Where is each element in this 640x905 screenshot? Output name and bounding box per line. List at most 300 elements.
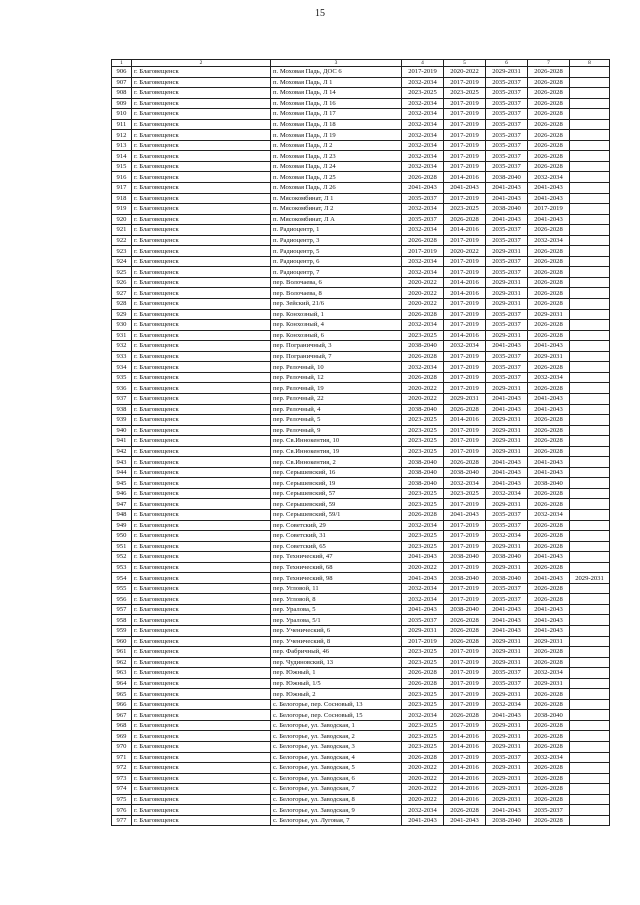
address-cell: с. Белогорье, ул. Заводская, 8 xyxy=(271,794,402,805)
table-row xyxy=(112,678,610,689)
address-cell: п. Моховая Падь, ДОС 6 xyxy=(271,67,402,78)
row-number-cell: 935 xyxy=(112,372,132,383)
period-cell: 2017-2019 xyxy=(444,309,486,320)
table-row xyxy=(112,119,610,130)
period-cell: 2041-2043 xyxy=(486,805,528,816)
city-cell: г. Благовещенск xyxy=(132,246,271,257)
period-cell: 2026-2028 xyxy=(528,657,570,668)
period-cell xyxy=(570,393,610,404)
row-number-cell: 925 xyxy=(112,267,132,278)
table-row xyxy=(112,467,610,478)
period-cell: 2035-2037 xyxy=(486,267,528,278)
period-cell: 2029-2031 xyxy=(486,299,528,310)
row-number-cell: 956 xyxy=(112,594,132,605)
city-cell: г. Благовещенск xyxy=(132,288,271,299)
city-cell: г. Благовещенск xyxy=(132,531,271,542)
address-cell: пер. Технический, 47 xyxy=(271,552,402,563)
period-cell: 2035-2037 xyxy=(486,752,528,763)
table-row xyxy=(112,330,610,341)
period-cell: 2023-2025 xyxy=(402,720,444,731)
address-cell: п. Моховая Падь, Л 16 xyxy=(271,98,402,109)
period-cell: 2023-2025 xyxy=(402,689,444,700)
period-cell: 2014-2016 xyxy=(444,784,486,795)
city-cell: г. Благовещенск xyxy=(132,446,271,457)
address-cell: пер. Конхозный, 1 xyxy=(271,309,402,320)
row-number-cell: 909 xyxy=(112,98,132,109)
period-cell: 2029-2031 xyxy=(486,647,528,658)
period-cell: 2017-2019 xyxy=(444,499,486,510)
period-cell xyxy=(570,520,610,531)
period-cell: 2023-2025 xyxy=(402,330,444,341)
table-row xyxy=(112,815,610,826)
period-cell: 2026-2028 xyxy=(528,225,570,236)
period-cell: 2017-2019 xyxy=(444,119,486,130)
row-number-cell: 940 xyxy=(112,425,132,436)
row-number-cell: 967 xyxy=(112,710,132,721)
city-cell: г. Благовещенск xyxy=(132,267,271,278)
city-cell: г. Благовещенск xyxy=(132,393,271,404)
row-number-cell: 973 xyxy=(112,773,132,784)
period-cell xyxy=(570,193,610,204)
city-cell: г. Благовещенск xyxy=(132,193,271,204)
period-cell: 2023-2025 xyxy=(402,499,444,510)
period-cell: 2041-2043 xyxy=(486,214,528,225)
period-cell: 2035-2037 xyxy=(486,320,528,331)
row-number-cell: 924 xyxy=(112,256,132,267)
period-cell: 2032-2034 xyxy=(402,583,444,594)
table-row xyxy=(112,647,610,658)
period-cell xyxy=(570,320,610,331)
period-cell: 2026-2028 xyxy=(528,277,570,288)
table-row xyxy=(112,225,610,236)
row-number-cell: 933 xyxy=(112,351,132,362)
period-cell xyxy=(570,77,610,88)
period-cell: 2017-2019 xyxy=(444,752,486,763)
row-number-cell: 913 xyxy=(112,140,132,151)
period-cell: 2023-2025 xyxy=(402,657,444,668)
period-cell: 2017-2019 xyxy=(444,193,486,204)
period-cell: 2029-2031 xyxy=(486,720,528,731)
period-cell: 2017-2019 xyxy=(402,246,444,257)
address-cell: пер. Релочный, 12 xyxy=(271,372,402,383)
row-number-cell: 953 xyxy=(112,562,132,573)
period-cell: 2029-2031 xyxy=(486,742,528,753)
period-cell xyxy=(570,183,610,194)
address-cell: с. Белогорье, пер. Сосновый, 15 xyxy=(271,710,402,721)
period-cell xyxy=(570,404,610,415)
period-cell: 2017-2019 xyxy=(444,372,486,383)
city-cell: г. Благовещенск xyxy=(132,330,271,341)
city-cell: г. Благовещенск xyxy=(132,678,271,689)
table-row xyxy=(112,478,610,489)
period-cell: 2041-2043 xyxy=(486,478,528,489)
address-cell: пер. Св.Иннокентия, 10 xyxy=(271,436,402,447)
row-number-cell: 916 xyxy=(112,172,132,183)
period-cell xyxy=(570,88,610,99)
period-cell: 2017-2019 xyxy=(444,668,486,679)
address-cell: п. Моховая Падь, Л 17 xyxy=(271,109,402,120)
period-cell xyxy=(570,330,610,341)
header-row xyxy=(112,60,610,67)
period-cell: 2014-2016 xyxy=(444,773,486,784)
address-cell: п. Мясокомбинат, Л А xyxy=(271,214,402,225)
address-cell: пер. Южный, 1 xyxy=(271,668,402,679)
row-number-cell: 915 xyxy=(112,161,132,172)
city-cell: г. Благовещенск xyxy=(132,647,271,658)
period-cell: 2017-2019 xyxy=(402,636,444,647)
period-cell: 2023-2025 xyxy=(402,425,444,436)
table-row xyxy=(112,794,610,805)
period-cell: 2023-2025 xyxy=(402,699,444,710)
period-cell: 2041-2043 xyxy=(486,710,528,721)
period-cell: 2041-2043 xyxy=(528,214,570,225)
period-cell: 2041-2043 xyxy=(528,183,570,194)
row-number-cell: 910 xyxy=(112,109,132,120)
period-cell: 2020-2022 xyxy=(402,773,444,784)
row-number-cell: 945 xyxy=(112,478,132,489)
period-cell: 2032-2034 xyxy=(402,140,444,151)
table-row xyxy=(112,383,610,394)
row-number-cell: 919 xyxy=(112,204,132,215)
city-cell: г. Благовещенск xyxy=(132,351,271,362)
address-cell: пер. Угловой, 11 xyxy=(271,583,402,594)
header-cell: 4 xyxy=(402,60,444,67)
row-number-cell: 928 xyxy=(112,299,132,310)
address-cell: п. Радиоцентр, 3 xyxy=(271,235,402,246)
table-row xyxy=(112,531,610,542)
city-cell: г. Благовещенск xyxy=(132,404,271,415)
address-cell: п. Моховая Падь, Л 18 xyxy=(271,119,402,130)
city-cell: г. Благовещенск xyxy=(132,710,271,721)
table-row xyxy=(112,552,610,563)
period-cell: 2026-2028 xyxy=(444,805,486,816)
period-cell: 2026-2028 xyxy=(528,647,570,658)
city-cell: г. Благовещенск xyxy=(132,573,271,584)
period-cell: 2020-2022 xyxy=(402,784,444,795)
row-number-cell: 954 xyxy=(112,573,132,584)
period-cell: 2029-2031 xyxy=(486,499,528,510)
period-cell xyxy=(570,214,610,225)
period-cell: 2026-2028 xyxy=(528,320,570,331)
period-cell: 2017-2019 xyxy=(444,541,486,552)
table-row xyxy=(112,372,610,383)
table-row xyxy=(112,805,610,816)
table-row xyxy=(112,689,610,700)
city-cell: г. Благовещенск xyxy=(132,151,271,162)
period-cell: 2038-2040 xyxy=(402,457,444,468)
period-cell: 2023-2025 xyxy=(402,647,444,658)
city-cell: г. Благовещенск xyxy=(132,183,271,194)
period-cell: 2029-2031 xyxy=(486,562,528,573)
row-number-cell: 970 xyxy=(112,742,132,753)
address-cell: пер. Релочный, 9 xyxy=(271,425,402,436)
period-cell: 2020-2022 xyxy=(402,794,444,805)
row-number-cell: 927 xyxy=(112,288,132,299)
period-cell: 2023-2025 xyxy=(402,742,444,753)
period-cell: 2035-2037 xyxy=(486,109,528,120)
address-cell: п. Моховая Падь, Л 19 xyxy=(271,130,402,141)
period-cell: 2026-2028 xyxy=(528,720,570,731)
period-cell: 2032-2034 xyxy=(528,172,570,183)
period-cell: 2029-2031 xyxy=(528,309,570,320)
period-cell: 2032-2034 xyxy=(402,161,444,172)
city-cell: г. Благовещенск xyxy=(132,805,271,816)
period-cell: 2041-2043 xyxy=(486,604,528,615)
city-cell: г. Благовещенск xyxy=(132,88,271,99)
address-cell: пер. Релочный, 5 xyxy=(271,415,402,426)
period-cell xyxy=(570,267,610,278)
period-cell: 2029-2031 xyxy=(486,784,528,795)
table-row xyxy=(112,77,610,88)
city-cell: г. Благовещенск xyxy=(132,309,271,320)
table-row xyxy=(112,214,610,225)
row-number-cell: 971 xyxy=(112,752,132,763)
city-cell: г. Благовещенск xyxy=(132,457,271,468)
period-cell: 2041-2043 xyxy=(486,457,528,468)
period-cell: 2035-2037 xyxy=(486,161,528,172)
period-cell: 2023-2025 xyxy=(402,541,444,552)
period-cell: 2035-2037 xyxy=(486,372,528,383)
period-cell: 2026-2028 xyxy=(528,415,570,426)
period-cell: 2017-2019 xyxy=(528,204,570,215)
period-cell xyxy=(570,636,610,647)
table-row xyxy=(112,499,610,510)
period-cell: 2026-2028 xyxy=(444,710,486,721)
row-number-cell: 920 xyxy=(112,214,132,225)
address-cell: с. Белогорье, ул. Заводская, 1 xyxy=(271,720,402,731)
period-cell: 2026-2028 xyxy=(528,763,570,774)
period-cell: 2026-2028 xyxy=(528,299,570,310)
period-cell: 2035-2037 xyxy=(486,594,528,605)
address-cell: пер. Пограничный, 7 xyxy=(271,351,402,362)
period-cell: 2026-2028 xyxy=(402,372,444,383)
row-number-cell: 923 xyxy=(112,246,132,257)
period-cell xyxy=(570,615,610,626)
period-cell xyxy=(570,594,610,605)
period-cell: 2026-2028 xyxy=(528,583,570,594)
row-number-cell: 977 xyxy=(112,815,132,826)
city-cell: г. Благовещенск xyxy=(132,256,271,267)
period-cell: 2017-2019 xyxy=(444,256,486,267)
row-number-cell: 960 xyxy=(112,636,132,647)
period-cell: 2014-2016 xyxy=(444,794,486,805)
city-cell: г. Благовещенск xyxy=(132,668,271,679)
table-row xyxy=(112,88,610,99)
period-cell: 2014-2016 xyxy=(444,172,486,183)
period-cell: 2017-2019 xyxy=(444,436,486,447)
period-cell: 2032-2034 xyxy=(528,509,570,520)
period-cell: 2026-2028 xyxy=(528,689,570,700)
address-cell: с. Белогорье, ул. Луговая, 7 xyxy=(271,815,402,826)
period-cell xyxy=(570,562,610,573)
period-cell: 2017-2019 xyxy=(444,425,486,436)
period-cell: 2026-2028 xyxy=(402,752,444,763)
row-number-cell: 911 xyxy=(112,119,132,130)
row-number-cell: 947 xyxy=(112,499,132,510)
period-cell xyxy=(570,140,610,151)
row-number-cell: 962 xyxy=(112,657,132,668)
period-cell xyxy=(570,467,610,478)
period-cell: 2026-2028 xyxy=(528,773,570,784)
table-row xyxy=(112,277,610,288)
address-cell: п. Моховая Падь, Л 23 xyxy=(271,151,402,162)
period-cell xyxy=(570,309,610,320)
city-cell: г. Благовещенск xyxy=(132,763,271,774)
address-cell: пер. Уралова, 5/1 xyxy=(271,615,402,626)
period-cell: 2023-2025 xyxy=(402,531,444,542)
period-cell: 2035-2037 xyxy=(486,130,528,141)
period-cell: 2032-2034 xyxy=(402,204,444,215)
period-cell: 2035-2037 xyxy=(402,615,444,626)
address-cell: пер. Конхозный, 4 xyxy=(271,320,402,331)
period-cell: 2035-2037 xyxy=(486,309,528,320)
period-cell: 2038-2040 xyxy=(402,341,444,352)
period-cell: 2014-2016 xyxy=(444,415,486,426)
period-cell: 2041-2043 xyxy=(402,183,444,194)
table-row xyxy=(112,161,610,172)
period-cell xyxy=(570,668,610,679)
row-number-cell: 930 xyxy=(112,320,132,331)
row-number-cell: 964 xyxy=(112,678,132,689)
address-cell: п. Моховая Падь, Л 26 xyxy=(271,183,402,194)
period-cell: 2014-2016 xyxy=(444,330,486,341)
period-cell xyxy=(570,657,610,668)
table-row xyxy=(112,341,610,352)
address-cell: пер. Серышевский, 19 xyxy=(271,478,402,489)
header-cell: 8 xyxy=(570,60,610,67)
period-cell xyxy=(570,531,610,542)
period-cell: 2029-2031 xyxy=(486,330,528,341)
period-cell: 2017-2019 xyxy=(444,161,486,172)
period-cell: 2026-2028 xyxy=(402,678,444,689)
period-cell xyxy=(570,98,610,109)
period-cell xyxy=(570,383,610,394)
row-number-cell: 938 xyxy=(112,404,132,415)
city-cell: г. Благовещенск xyxy=(132,615,271,626)
table-row xyxy=(112,773,610,784)
period-cell: 2029-2031 xyxy=(528,678,570,689)
table-row xyxy=(112,193,610,204)
row-number-cell: 926 xyxy=(112,277,132,288)
period-cell xyxy=(570,815,610,826)
period-cell: 2032-2034 xyxy=(402,320,444,331)
table-row xyxy=(112,235,610,246)
period-cell xyxy=(570,277,610,288)
table-row xyxy=(112,573,610,584)
period-cell: 2014-2016 xyxy=(444,731,486,742)
address-cell: п. Моховая Падь, Л 1 xyxy=(271,77,402,88)
period-cell: 2038-2040 xyxy=(486,815,528,826)
period-cell: 2032-2034 xyxy=(402,594,444,605)
address-cell: пер. Св.Иннокентия, 19 xyxy=(271,446,402,457)
period-cell: 2038-2040 xyxy=(528,710,570,721)
period-cell: 2038-2040 xyxy=(402,467,444,478)
period-cell: 2035-2037 xyxy=(486,140,528,151)
table-row xyxy=(112,436,610,447)
period-cell: 2032-2034 xyxy=(528,372,570,383)
period-cell: 2032-2034 xyxy=(402,362,444,373)
address-cell: пер. Технический, 98 xyxy=(271,573,402,584)
address-cell: с. Белогорье, ул. Заводская, 2 xyxy=(271,731,402,742)
period-cell xyxy=(570,288,610,299)
period-cell: 2017-2019 xyxy=(444,446,486,457)
row-number-cell: 929 xyxy=(112,309,132,320)
period-cell: 2017-2019 xyxy=(444,531,486,542)
period-cell: 2017-2019 xyxy=(444,583,486,594)
city-cell: г. Благовещенск xyxy=(132,372,271,383)
row-number-cell: 921 xyxy=(112,225,132,236)
period-cell xyxy=(570,204,610,215)
period-cell: 2017-2019 xyxy=(444,109,486,120)
table-row xyxy=(112,267,610,278)
period-cell: 2026-2028 xyxy=(402,172,444,183)
city-cell: г. Благовещенск xyxy=(132,636,271,647)
period-cell: 2035-2037 xyxy=(486,351,528,362)
city-cell: г. Благовещенск xyxy=(132,277,271,288)
period-cell: 2029-2031 xyxy=(402,625,444,636)
city-cell: г. Благовещенск xyxy=(132,383,271,394)
period-cell: 2041-2043 xyxy=(486,625,528,636)
table-row xyxy=(112,699,610,710)
address-cell: пер. Зейский, 21/6 xyxy=(271,299,402,310)
period-cell: 2026-2028 xyxy=(528,446,570,457)
table-row xyxy=(112,140,610,151)
address-cell: п. Моховая Падь, Л 14 xyxy=(271,88,402,99)
period-cell xyxy=(570,647,610,658)
address-cell: п. Радиоцентр, 5 xyxy=(271,246,402,257)
header-cell: 5 xyxy=(444,60,486,67)
period-cell: 2026-2028 xyxy=(528,288,570,299)
period-cell: 2029-2031 xyxy=(486,541,528,552)
row-number-cell: 931 xyxy=(112,330,132,341)
row-number-cell: 957 xyxy=(112,604,132,615)
period-cell xyxy=(570,119,610,130)
row-number-cell: 969 xyxy=(112,731,132,742)
city-cell: г. Благовещенск xyxy=(132,478,271,489)
period-cell: 2032-2034 xyxy=(402,130,444,141)
period-cell: 2029-2031 xyxy=(444,393,486,404)
city-cell: г. Благовещенск xyxy=(132,204,271,215)
city-cell: г. Благовещенск xyxy=(132,520,271,531)
period-cell: 2026-2028 xyxy=(528,161,570,172)
period-cell: 2038-2040 xyxy=(486,552,528,563)
period-cell xyxy=(570,583,610,594)
period-cell: 2026-2028 xyxy=(528,742,570,753)
address-cell: пер. Фабричный, 46 xyxy=(271,647,402,658)
city-cell: г. Благовещенск xyxy=(132,720,271,731)
table-row xyxy=(112,520,610,531)
period-cell: 2038-2040 xyxy=(528,478,570,489)
address-cell: пер. Серышевский, 57 xyxy=(271,488,402,499)
city-cell: г. Благовещенск xyxy=(132,689,271,700)
period-cell: 2041-2043 xyxy=(528,604,570,615)
period-cell: 2020-2022 xyxy=(402,562,444,573)
period-cell: 2017-2019 xyxy=(444,299,486,310)
row-number-cell: 955 xyxy=(112,583,132,594)
table-row xyxy=(112,446,610,457)
period-cell xyxy=(570,351,610,362)
period-cell: 2023-2025 xyxy=(402,488,444,499)
table-row xyxy=(112,309,610,320)
period-cell: 2029-2031 xyxy=(486,277,528,288)
period-cell: 2035-2037 xyxy=(486,151,528,162)
period-cell: 2014-2016 xyxy=(444,225,486,236)
period-cell: 2017-2019 xyxy=(444,320,486,331)
period-cell: 2017-2019 xyxy=(444,98,486,109)
period-cell: 2041-2043 xyxy=(528,573,570,584)
address-cell: пер. Релочный, 4 xyxy=(271,404,402,415)
period-cell: 2026-2028 xyxy=(444,615,486,626)
